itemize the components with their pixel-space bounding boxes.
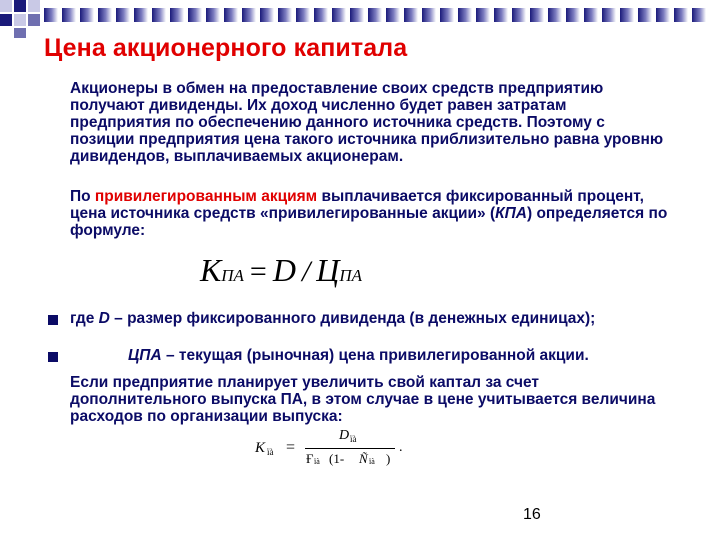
formula2-k-sub: ïà [267,447,274,457]
slide-title: Цена акционерного капитала [44,34,408,62]
page-number: 16 [523,506,541,523]
formula-k-sub: ПА [221,266,244,285]
bullet-item-price [70,347,670,364]
bullet-square-icon [48,315,58,325]
bullet-item-dividend [70,310,670,327]
bullet-lead: где [70,310,99,327]
text-middle: выплачивается фиксированный процент, цена источника средств «привилегированные акции» ( [70,188,644,222]
term-d: D [98,310,110,327]
bullet-square-icon [48,352,58,362]
formula-k: К [200,252,222,288]
abbr-kpa: КПА [495,205,527,222]
paragraph-dividends: Акционеры в обмен на предоставление своих средств предприятию получают дивиденды. Их доход численно будет равен затратам предприятия по обеспечению данного источника средств. Поэтому с позиции предприятия цена такого источника приблизительно равна уровню дивидендов, выплачиваемых акционерам. [70,80,664,165]
formula2-numerator-sub: ïà [350,434,357,444]
formula2-den-close: ) [386,451,391,466]
formula2-numerator: D [339,428,350,443]
formula2-den-n-sub: ïà [369,457,375,466]
formula2-k: K [255,440,266,456]
text-prefix: По [70,188,95,205]
highlight-preferred-shares: привилегированным акциям [94,188,318,205]
paragraph-preferred-shares [70,188,670,239]
formula-slash: / [301,255,311,288]
fraction-line [305,448,395,449]
term-cpa: ЦПА [128,347,162,364]
bullet-dividend-text: – размер фиксированного дивиденда (в денежных единицах); [109,310,596,327]
formula2-den-f: Ғ [306,451,314,466]
formula2-den-f-sub: ïà [314,457,320,466]
paragraph-additional-issue: Если предприятие планирует увеличить свой каптал за счет дополнительного выпуска ПА, в этом случае в цене учитывается величина расходов по организации выпуска: [70,374,656,425]
formula-with-costs [255,428,415,468]
formula-c-sub: ПА [339,266,363,285]
formula-equals: = [249,255,267,288]
bullet-price-text: – текущая (рыночная) цена привилегированной акции. [161,347,589,364]
formula2-den-open: (1- [329,451,345,466]
text-suffix: ) определяется по формуле: [70,205,668,239]
formula-kpa [200,252,362,289]
formula-d: D [272,252,296,288]
formula2-den-n: Ñ [359,451,368,466]
formula-c: Ц [316,252,340,288]
formula2-dot: . [399,440,403,455]
formula2-equals: = [286,439,296,456]
